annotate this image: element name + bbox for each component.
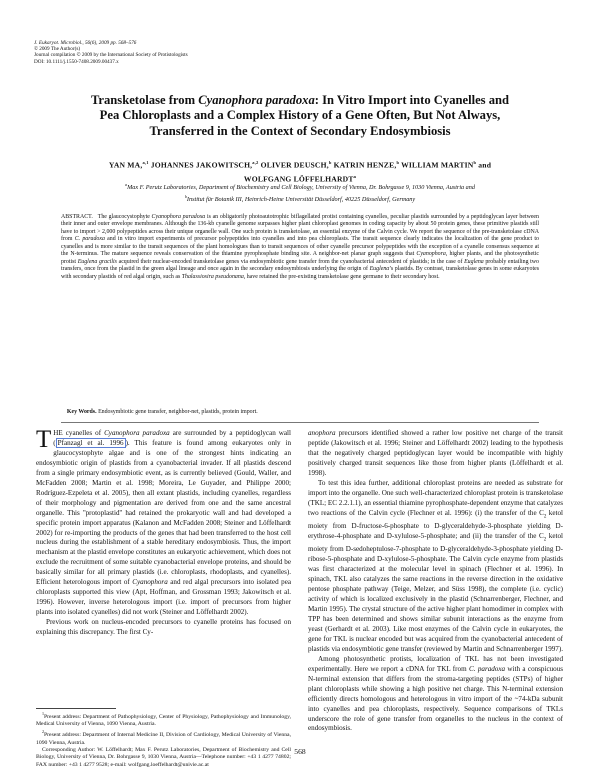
page-number: 568 xyxy=(294,747,306,756)
affiliation-b: $^b$Institut für Botanik III, Heinrich-Heine Universität Düsseldorf, 40225 Düsseldorf, Germany xyxy=(184,193,416,203)
authors-line-2: WOLFGANG LÖFFELHARDT$^a$ xyxy=(243,174,357,184)
footnote-1: $^1$Present address: Department of Pathophysiology, Center of Physiology, Pathophysiology and Immunology, Medical University of Vienna, 1090 Vienna, Austria. xyxy=(36,711,291,728)
intro-paragraph-3: To test this idea further, additional chloroplast proteins are needed as substrate for import into the organelle. One such well-characterized chloroplast protein is transketolase (TKL; EC 2.2.1.1), an essential thiamine pyrophosphate-dependent enzyme that catalyzes two reactions of the Calvin cycle (Flechner et al. 1996): (i) the transfer of the $C_2$ ketol moiety from D-fructose-6-phosphate to D-glyceraldehyde-3-phosphate yielding D-erythrose-4-phosphate and D-xylulose-5-phosphate; and (ii) the transfer of the $C_2$ ketol moiety from D-sedoheptulose-7-phosphate to D-glyceraldehyde-3-phosphate yielding D-ribose-5-phosphate and D-xylulose-5-phosphate. The Calvin cycle enzyme from plastids was first characterized at the molecular level in spinach (Flechner et al. 1996). In spinach, TKL also catalyzes the same reactions in the reverse direction in the oxidative pentose phosphate pathway (Teige, Melzer, and Süss 1998), the complete (i.e. cyclic) activity of which is localized exclusively in the plastid (Schnarrenberger, Flechner, and Martin 1995). The crystal structure of the active higher plant homodimer in complex with TPP has been determined and shows similar subunit interactions as the enzyme from yeast (Gerhardt et al. 2003). Like most enzymes of the Calvin cycle in eukaryotes, the gene for TKL is nuclear encoded but was acquired from the cyanobacterial antecedent of plastids via endosymbiotic gene transfer (reviewed by Martin and Schnarrenberger 1997). xyxy=(308,478,563,653)
copyright-line: © 2009 The Author(s) xyxy=(34,46,81,53)
keywords-text: Endosymbiotic gene transfer, neighbor-net, plastids, protein import. xyxy=(98,409,258,415)
intro-paragraph-1: THE cyanelles of Cyanophora paradoxa are surrounded by a peptidoglycan wall ( Pfanzagl et al. 1996 ). This feature is found among eukaryotes only in glaucocystophyte algae and is one of the strongest hints indicating an endosymbiotic origin of plastids from a cyanobacterial invader. If all plastids descend from a single primary endosymbiotic event, as is currently believed (Gould, Waller, and McFadden 2008; Martin et al. 1998; Moreira, Le Guyader, and Philippe 2000; Rodríguez-Ezpeleta et al. 2005), then all extant plastids, including cyanelles, regardless of their morphology and pigmentation are derived from one and the same ancestral organelle. This ''protoplastid'' had retained the prokaryotic wall and had developed a specific protein import apparatus (Kalanon and McFadden 2008; Steiner and Löffelhardt 2002) for re-importing the products of the genes that had been transferred to the host cell nucleus during the establishment of a stable hereditary endosymbiosis. Thus, the import mechanism at the plastid envelope constitutes an eukaryotic achievement, which does not exclude the recruitment of some suitable cyanobacterial envelope proteins, and should be basically similar for all primary plastids (i.e. chloroplasts, rhodoplasts, and cyanelles). Efficient heterologous import of Cyanophora and red algal precursors into isolated pea chloroplasts supported this view (Apt, Hoffman, and Grossman 1993; Jakowitsch et al. 1996). However, inverse heterologous import (i.e. import of precursors from higher plants into isolated cyanelles) did not work (Steiner and Löffelhardt 2002). xyxy=(36,426,291,617)
journal-citation: J. Eukaryot. Microbiol., 56(6), 2009 pp. 568–576 xyxy=(34,40,137,46)
footnote-2: $^2$Present address: Department of Internal Medicine II, Division of Cardiology, Medical University of Vienna, 1090 Vienna, Austria. xyxy=(36,729,291,746)
intro-paragraph-2-cont: anophora precursors identified showed a rather low positive net charge of the transit peptide (Jakowitsch et al. 1996; Steiner and Löffelhardt 2002) leading to the hypothesis that the negatively charged peptidoglycan layer would be incompatible with highly positively charged transit sequences like those from higher plants (Löffelhardt et al. 1998). xyxy=(308,429,563,477)
journal-compilation: Journal compilation © 2009 by the International Society of Protistologists xyxy=(34,52,188,59)
affiliations xyxy=(36,181,564,204)
footnote-divider xyxy=(36,708,116,709)
authors-line-1: YAN MA,$^{a,1}$ JOHANNES JAKOWITSCH,$^{a,2}$ OLIVER DEUSCH,$^b$ KATRIN HENZE,$^b$ WILLIAM MARTIN$^b$ and xyxy=(108,160,492,170)
citation-link[interactable]: Pfanzagl et al. 1996 xyxy=(57,438,124,447)
footnotes xyxy=(36,710,291,769)
intro-paragraph-2: Previous work on nucleus-encoded precursors to cyanelle proteins has focused on explaining this discrepancy. The first Cy- xyxy=(36,618,291,637)
drop-cap: T xyxy=(36,426,52,453)
intro-paragraph-4: Among photosynthetic protists, localization of TKL has not been investigated experimentally. Here we report a cDNA for TKL from C. paradoxa with a conspicuous N-terminal extension that differs from the stroma-targeting peptides (STPs) of higher plant chloroplasts while showing a high positive net charge. This N-terminal extension efficiently directs homologous and heterologous in vitro import of the ~74-kDa subunit into cyanelles and pea chloroplasts, respectively. Sequence comparisons of TKLs underscore the role of gene transfer from organelles to the nucleus in the context of endosymbiosis. xyxy=(308,654,564,733)
affiliation-a: $^a$Max F. Perutz Laboratories, Department of Biochemistry and Cell Biology, University of Vienna, Dr. Bohrgasse 9, 1030 Vienna, Austria and xyxy=(125,182,475,192)
article-title: Transketolase from Cyanophora paradoxa: In Vitro Import into Cyanelles and Pea Chloroplasts and a Complex History of a Gene Often, But Not Always, Transferred in the Context of Secondary Endosymbiosis xyxy=(90,93,510,138)
keywords xyxy=(61,409,539,416)
doi[interactable]: DOI: 10.1111/j.1550-7408.2009.00437.x xyxy=(34,58,119,65)
section-divider xyxy=(61,422,539,423)
abstract: ABSTRACT. The glaucocystophyte Cyanophora paradoxa is an obligatorily photoautotrophic biflagellated protist containing cyanelles, peculiar plastids surrounded by a peptidoglycan layer between their inner and outer envelope membranes. Although the 136-kb cyanelle genome surpasses higher plant chloroplast genomes in coding capacity by about 50 protein genes, these primitive plastids still have to import > 2,000 polypeptides across their unique organelle wall. One such protein is transketolase, an essential enzyme of the Calvin cycle. We report the sequence of the pre-transketolase cDNA from C. paradoxa and in vitro import experiments of precursor polypeptides into cyanelles and into pea chloroplasts. The transit sequence clearly indicates the localization of the gene product to cyanelles and is more similar to the transit sequences of the plant homologues than to transit sequences of other cyanelle precursor polypeptides with the exception of a cyanelle consensus sequence at the N-terminus. The mature sequence reveals conservation of the thiamine pyrophosphate binding site. A neighbor-net planar graph suggests that Cyanophora, higher plants, and the photosynthetic protist Euglena gracilis acquired their nuclear-encoded transketolase genes via endosymbiotic gene transfer from the cyanobacterial antecedent of plastids; in the case of Euglena probably entailing two transfers, once from the plastid in the green algal lineage and once again in the secondary endosymbiosis underlying the origin of Euglena’s plastids. By contrast, transketolase genes in some eukaryotes with secondary plastids of red algal origin, such as Thalassiosira pseudonana, have retained the pre-existing transketolase gene germane to their secondary host. xyxy=(61,214,539,280)
keywords-label: Key Words. xyxy=(66,409,97,415)
column-left xyxy=(36,426,291,638)
footnote-corresponding: Corresponding Author: W. Löffelhardt; Max F. Perutz Laboratories, Department of Biochemistry and Cell Biology, University of Vienna, Dr. Bohrgasse 9, 1030 Vienna, Austria—Telephone number: +43 1 4277 74802; FAX number: +43 1 4277 9528; e-mail: wolfgang.loeffelhardt@univie.ac.at xyxy=(36,746,291,768)
journal-header xyxy=(34,40,294,65)
column-right xyxy=(308,429,563,734)
